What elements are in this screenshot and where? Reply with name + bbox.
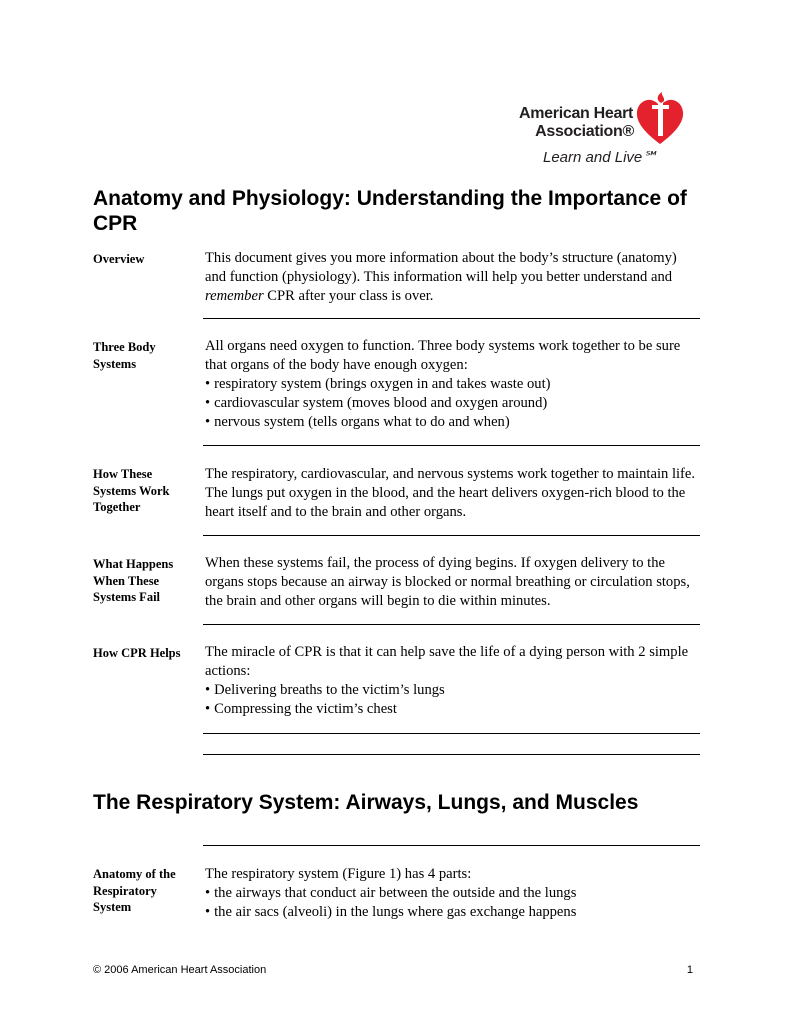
section-text-systems-fail: When these systems fail, the process of dying begins. If oxygen delivery to the organs stops because an airway is blocked or normal breathing or circulation stops, the brain and other organs will begin to die within minutes. [205, 555, 690, 609]
section-divider [203, 445, 700, 446]
page-number: 1 [686, 964, 693, 976]
section-label-how-cpr-helps: How CPR Helps [93, 646, 181, 660]
respiratory-parts-list [205, 884, 701, 922]
page-title: Anatomy and Physiology: Understanding the Importance of CPR [93, 187, 687, 235]
section-divider [203, 754, 700, 755]
section-divider [203, 845, 700, 846]
overview-text-emphasis: remember [205, 288, 264, 304]
section-divider [203, 535, 700, 536]
section-text-three-body-systems [205, 337, 701, 432]
section-label-respiratory-anatomy: Anatomy of the Respiratory System [93, 867, 176, 914]
section-divider [203, 318, 700, 319]
aha-logo [516, 92, 696, 172]
section-text-how-cpr-helps [205, 643, 701, 719]
respiratory-intro: The respiratory system (Figure 1) has 4 parts: [205, 866, 472, 882]
section-text-systems-work-together: The respiratory, cardiovascular, and nervous systems work together to maintain life. The lungs put oxygen in the blood, and the heart delivers oxygen-rich blood to the heart itself and to the brain and other organs. [205, 466, 696, 520]
logo-tagline: Learn and Live℠ [543, 149, 658, 166]
cpr-actions-list [205, 681, 701, 719]
list-item: • nervous system (tells organs what to do and when) [205, 413, 701, 432]
overview-text-start: This document gives you more information about the body’s structure (anatomy) and function (physiology). This information will help you better understand and [205, 250, 677, 285]
section-text-respiratory-anatomy [205, 865, 701, 922]
section-label-overview: Overview [93, 252, 145, 266]
section-text-overview [205, 249, 701, 306]
section-label-systems-fail: What Happens When These Systems Fail [93, 557, 174, 604]
list-item: • the air sacs (alveoli) in the lungs where gas exchange happens [205, 903, 701, 922]
list-item: • Compressing the victim’s chest [205, 700, 701, 719]
three-systems-intro: All organs need oxygen to function. Three body systems work together to be sure that organs of the body have enough oxygen: [205, 338, 681, 373]
list-item: • Delivering breaths to the victim’s lungs [205, 681, 701, 700]
cpr-helps-intro: The miracle of CPR is that it can help save the life of a dying person with 2 simple actions: [205, 644, 689, 679]
overview-text-end: CPR after your class is over. [263, 288, 434, 304]
footer-copyright: © 2006 American Heart Association [93, 964, 267, 976]
three-systems-list [205, 375, 701, 432]
heart-torch-icon [634, 92, 686, 146]
section-label-three-body-systems: Three Body Systems [93, 340, 156, 371]
logo-name-line2: Association® [535, 123, 634, 140]
section-divider [203, 624, 700, 625]
list-item: • respiratory system (brings oxygen in and takes waste out) [205, 375, 701, 394]
logo-name-line1: American Heart [519, 105, 634, 122]
section-heading-respiratory-system: The Respiratory System: Airways, Lungs, and Muscles [93, 791, 639, 814]
section-divider [203, 733, 700, 734]
list-item: • the airways that conduct air between the outside and the lungs [205, 884, 701, 903]
section-label-systems-work-together: How These Systems Work Together [93, 467, 170, 514]
list-item: • cardiovascular system (moves blood and oxygen around) [205, 394, 701, 413]
